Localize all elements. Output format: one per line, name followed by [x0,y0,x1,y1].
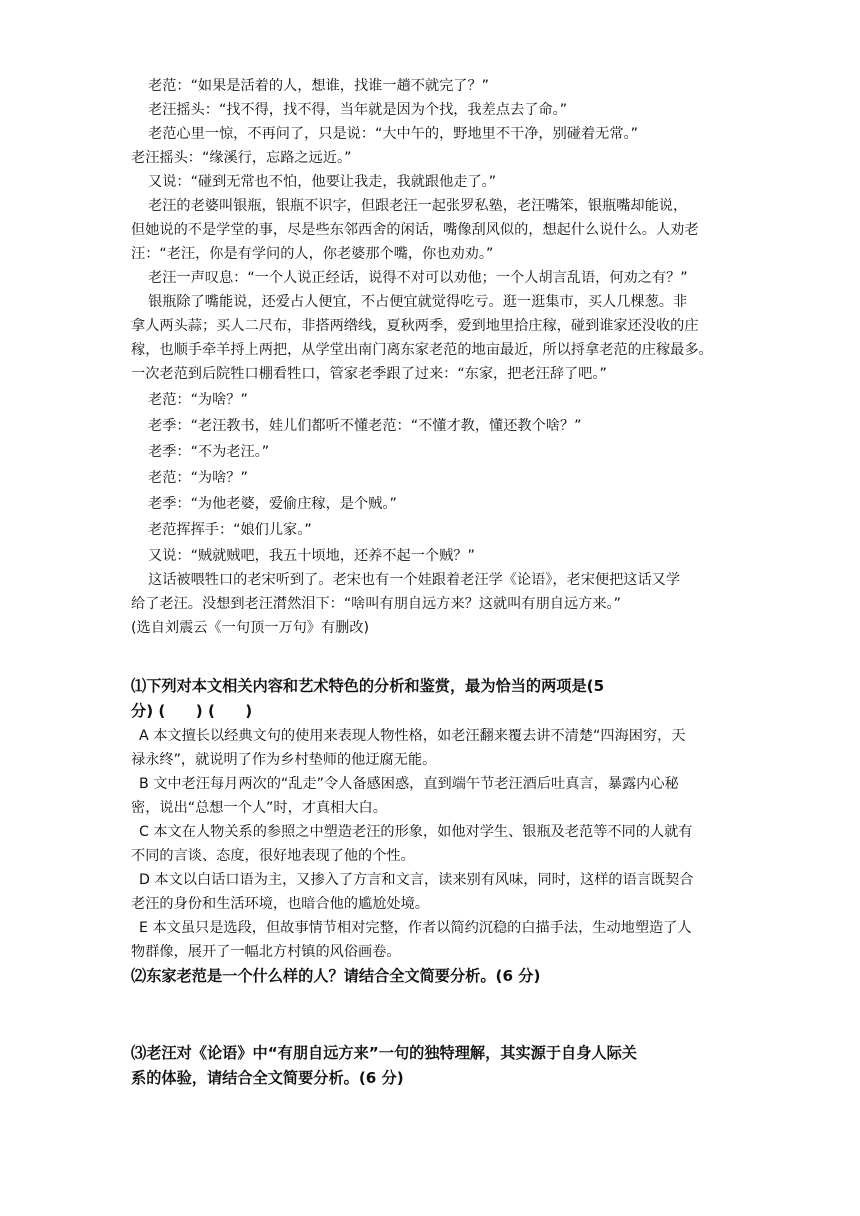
passage-line: 但她说的不是学堂的事，尽是些东邻西舍的闲话，嘴像刮风似的，想起什么说什么。人劝老 [131,222,699,238]
passage-line: 稼，也顺手牵羊捋上两把，从学堂出南门离东家老范的地亩最近，所以捋拿老范的庄稼最多。 [131,342,713,358]
question-3-prompt: ⑶老汪对《论语》中“有朋自远方来”一句的独特理解，其实源于自身人际关 [131,1044,637,1062]
question-2-prompt: ⑵东家老范是一个什么样的人？请结合全文简要分析。(6 分) [131,967,541,985]
passage-line: 老范：“为啥？” [148,392,248,408]
question-1-prompt: ⑴下列对本文相关内容和艺术特色的分析和鉴赏，最为恰当的两项是(5 [131,677,605,695]
option-line-cont: 物群像，展开了一幅北方村镇的风俗画卷。 [131,944,401,960]
passage-line: 老汪摇头：“缘溪行，忘路之远近。” [131,150,352,166]
passage-line: 拿人两头蒜；买人二尺布，非搭两绺线，夏秋两季，爱到地里拾庄稼，碰到谁家还没收的庄 [131,318,699,334]
question-1-options [131,724,731,964]
passage-line: 老季：“老汪教书，娃儿们都听不懂老范：“不懂才教，懂还教个啥？” [148,418,582,434]
passage-line: 这话被喂牲口的老宋听到了。老宋也有一个娃跟着老汪学《论语》，老宋便把这话又学 [148,572,681,588]
passage-line: (选自刘震云《一句顶一万句》有删改) [131,620,370,636]
passage-line: 给了老汪。没想到老汪潸然泪下：“啥叫有朋自远方来？这就叫有朋自远方来。” [131,596,621,612]
option-line: C 本文在人物关系的参照之中塑造老汪的形象，如他对学生、银瓶及老范等不同的人就有 [139,824,693,840]
passage [131,74,731,640]
passage-line: 老范：“如果是活着的人，想谁，找谁一趟不就完了？” [148,78,490,94]
passage-line: 一次老范到后院牲口棚看牲口，管家老季跟了过来：“东家，把老汪辞了吧。” [131,366,607,382]
option-line: A 本文擅长以经典文句的使用来表现人物性格，如老汪翻来覆去讲不清楚“四海困穷，天 [139,728,686,744]
passage-line: 老范心里一惊，不再问了，只是说：“大中午的，野地里不干净，别碰着无常。” [148,126,638,142]
option-line: B 文中老汪每月两次的“乱走”令人备感困惑，直到端午节老汪酒后吐真言，暴露内心秘 [139,776,679,792]
document-page [131,74,731,1091]
question-3-prompt-cont: 系的体验，请结合全文简要分析。(6 分) [131,1069,404,1087]
passage-line: 又说：“贼就贼吧，我五十顷地，还养不起一个贼？” [148,548,475,564]
passage-line: 又说：“碰到无常也不怕，他要让我走，我就跟他走了。” [148,174,497,190]
passage-line: 银瓶除了嘴能说，还爱占人便宜，不占便宜就觉得吃亏。逛一逛集市，买人几棵葱。非 [148,294,688,310]
passage-line: 老汪的老婆叫银瓶，银瓶不识字，但跟老汪一起张罗私塾，老汪嘴笨，银瓶嘴却能说， [148,198,688,214]
passage-line: 老季：“不为老汪。” [148,444,270,460]
option-line-cont: 禄永终”，就说明了作为乡村垫师的他迂腐无能。 [131,752,437,768]
option-line-cont: 老汪的身份和生活环境，也暗合他的尴尬处境。 [131,896,429,912]
question-1-answer-slots: 分) ( ) ( ) [131,702,253,720]
option-line: D 本文以白话口语为主，又掺入了方言和文言，读来别有风味，同时，这样的语言既契合 [139,872,694,888]
option-line-cont: 不同的言谈、态度，很好地表现了他的个性。 [131,848,415,864]
passage-line: 老季：“为他老婆，爱偷庄稼，是个贼。” [148,496,397,512]
option-line: E 本文虽只是选段，但故事情节相对完整，作者以简约沉稳的白描手法，生动地塑造了人 [139,920,692,936]
passage-line: 老范挥挥手：“娘们儿家。” [148,522,312,538]
passage-line: 老汪摇头：“找不得，找不得，当年就是因为个找，我差点去了命。” [148,102,568,118]
option-line-cont: 密，说出“总想一个人”时，才真相大白。 [131,800,387,816]
passage-line: 老汪一声叹息：“一个人说正经话，说得不对可以劝他；一个人胡言乱语，何劝之有？” [148,270,688,286]
passage-line: 汪：“老汪，你是有学问的人，你老婆那个嘴，你也劝劝。” [131,246,494,262]
passage-line: 老范：“为啥？” [148,470,248,486]
